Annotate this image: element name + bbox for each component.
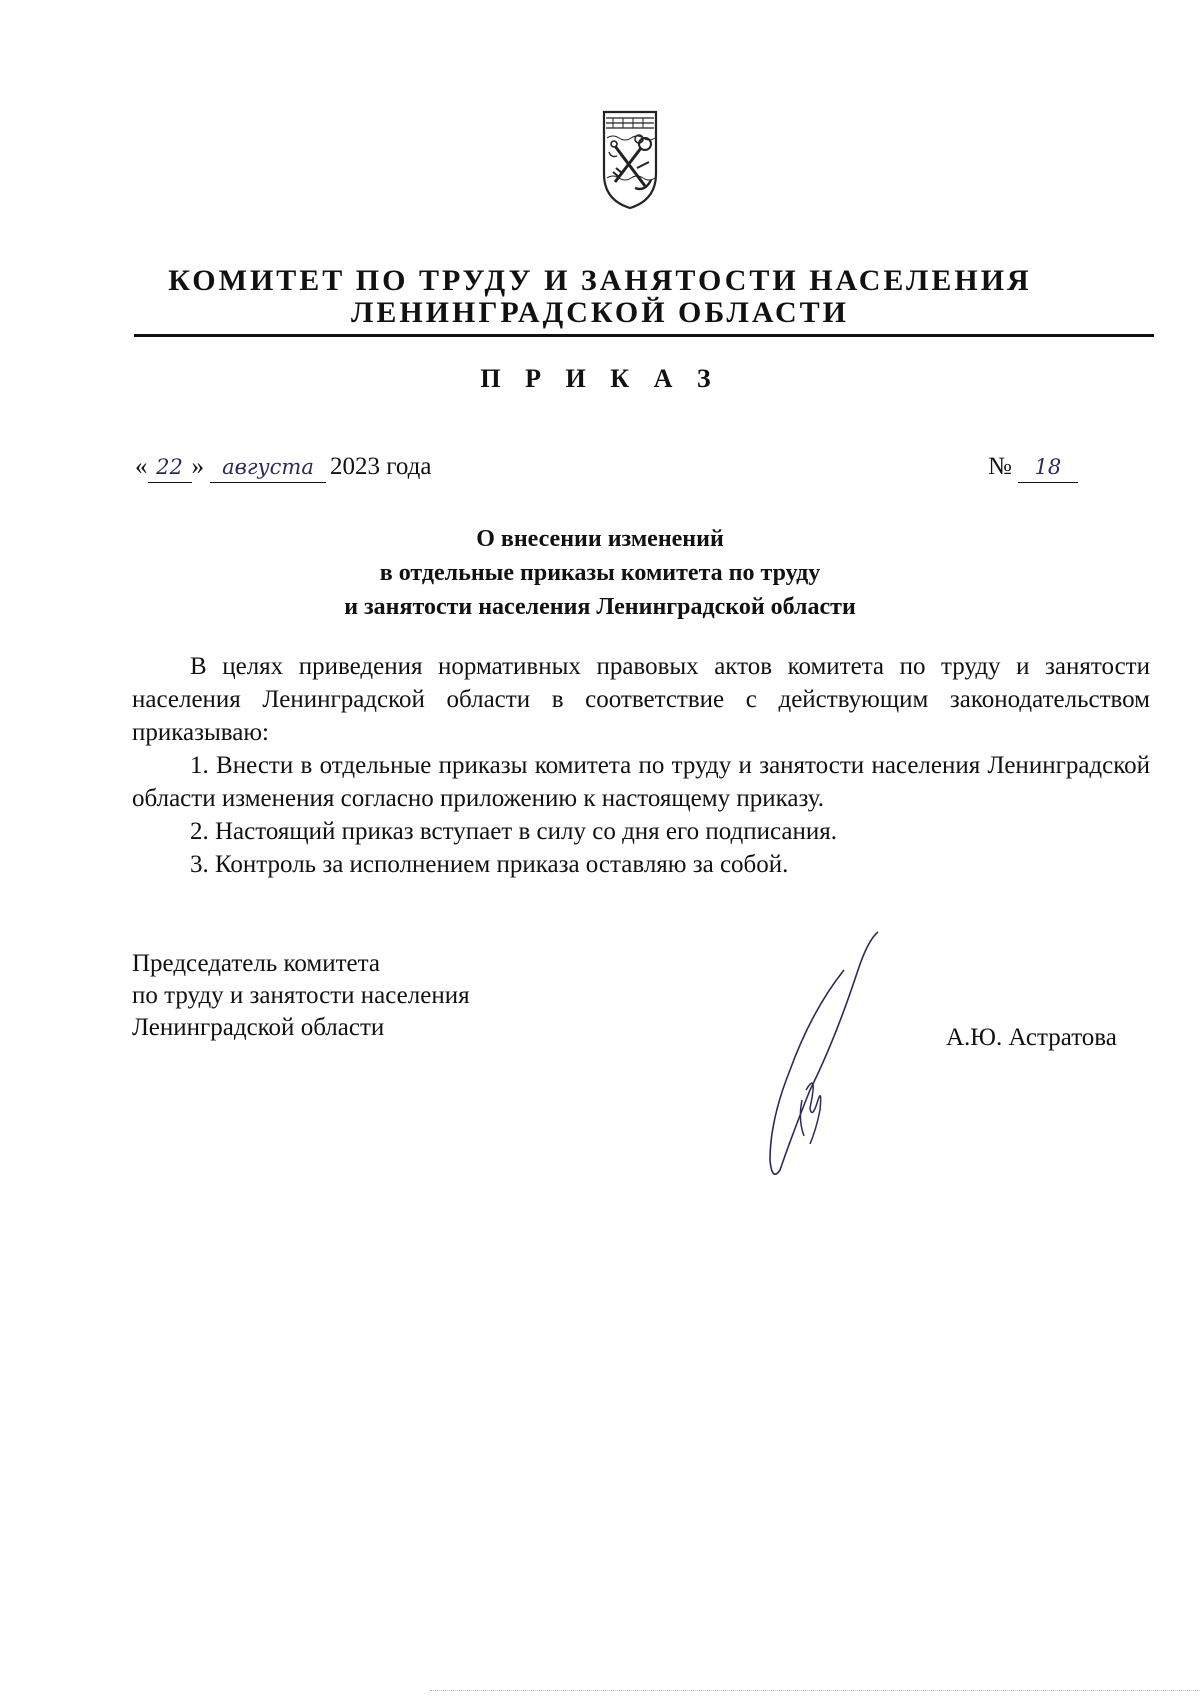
document-title-line1: О внесении изменений — [476, 526, 724, 552]
document-number — [988, 452, 1078, 483]
organization-name-line2: ЛЕНИНГРАДСКОЙ ОБЛАСТИ — [350, 296, 850, 329]
document-type: П Р И К А З — [480, 364, 720, 393]
date-month: августа — [210, 452, 326, 483]
handwritten-signature — [740, 930, 880, 1180]
number-label: № — [988, 453, 1012, 480]
signatory-position-line3: Ленинградской области — [132, 1014, 385, 1041]
date-year: 2023 года — [330, 453, 432, 480]
signatory-position-line2: по труду и занятости населения — [132, 982, 470, 1009]
body-item-3: 3. Контроль за исполнением приказа оставляю за собой. — [190, 851, 789, 878]
signatory-position — [132, 948, 470, 1044]
document-date — [135, 452, 431, 483]
body-preamble: В целях приведения нормативных правовых актов комитета по труду и занятости населения Ленинградской области в соответствие с действующим законодательством приказываю: — [132, 653, 1150, 746]
date-day: 22 — [148, 452, 192, 483]
body-item-2: 2. Настоящий приказ вступает в силу со дня его подписания. — [190, 818, 838, 845]
organization-name-line1: КОМИТЕТ ПО ТРУДУ И ЗАНЯТОСТИ НАСЕЛЕНИЯ — [168, 264, 1032, 297]
scan-artifact-line — [430, 1690, 1200, 1692]
date-close-quote: » — [191, 453, 204, 480]
document-body — [132, 650, 1150, 881]
header-divider — [134, 334, 1154, 337]
document-title-line3: и занятости населения Ленинградской области — [344, 594, 856, 620]
document-title-line2: в отдельные приказы комитета по труду — [379, 560, 821, 586]
body-item-1: 1. Внести в отдельные приказы комитета по труду и занятости населения Ленинградской области изменения согласно приложению к настоящему приказу. — [132, 752, 1150, 812]
date-open-quote: « — [135, 453, 148, 480]
number-value: 18 — [1018, 452, 1078, 483]
coat-of-arms-icon — [601, 108, 659, 212]
signatory-name: А.Ю. Астратова — [946, 1024, 1117, 1051]
signatory-position-line1: Председатель комитета — [132, 950, 380, 977]
